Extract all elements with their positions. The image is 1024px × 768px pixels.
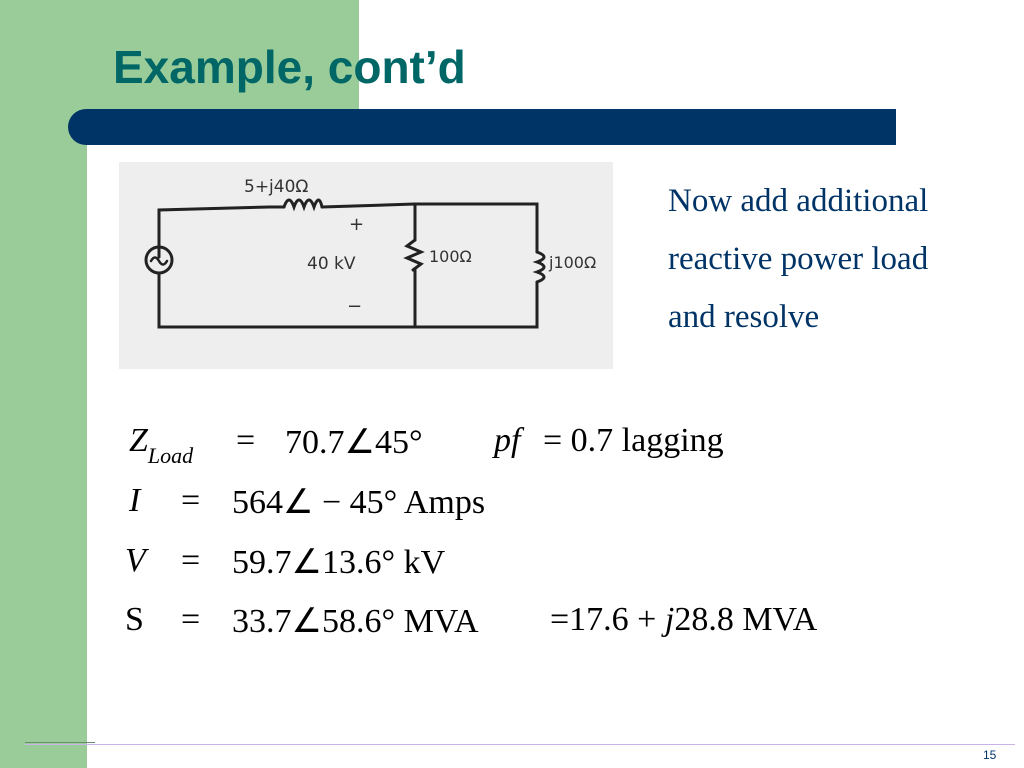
slide-title: Example, cont’d bbox=[113, 41, 466, 93]
current-value: 564∠ − 45° Amps bbox=[232, 484, 486, 521]
footer-accent-line bbox=[25, 742, 95, 743]
shunt-resistor bbox=[407, 240, 421, 270]
power-rectangular: =17.6 + j28.8 MVA bbox=[550, 601, 818, 638]
voltage-var: V bbox=[125, 542, 146, 579]
zload-var: $Z_{Load}$ bbox=[129, 422, 194, 468]
current-var: I bbox=[129, 482, 141, 519]
title-bar bbox=[68, 109, 896, 145]
voltage-value: 59.7∠13.6° kV bbox=[232, 544, 446, 581]
current-equals: = bbox=[181, 482, 201, 519]
series-inductor bbox=[284, 200, 322, 207]
minus-label: − bbox=[347, 296, 363, 317]
power-equals: = bbox=[181, 601, 201, 638]
inductor-label: j100Ω bbox=[549, 253, 597, 272]
side-text bbox=[668, 172, 1008, 346]
power-value: 33.7∠58.6° MVA bbox=[232, 603, 479, 640]
pf-var: pf bbox=[494, 422, 521, 459]
voltage-equals: = bbox=[181, 542, 201, 579]
resistor-label: 100Ω bbox=[429, 247, 472, 266]
power-var: S bbox=[125, 601, 144, 638]
footer-line bbox=[25, 744, 1015, 745]
side-text-line-1: Now add additional bbox=[668, 183, 929, 219]
voltage-label: 40 kV bbox=[307, 254, 356, 274]
source-wave bbox=[151, 258, 167, 265]
zload-value: 70.7∠45° bbox=[285, 424, 423, 461]
circuit-svg bbox=[119, 162, 613, 369]
side-text-line-3: and resolve bbox=[668, 299, 820, 335]
zload-equals: = bbox=[236, 422, 256, 459]
plus-label: + bbox=[349, 214, 365, 235]
side-text-line-2: reactive power load bbox=[668, 241, 929, 277]
wire-top-left bbox=[159, 207, 284, 257]
circuit-diagram bbox=[119, 162, 613, 369]
series-impedance-label: 5+j40Ω bbox=[244, 177, 309, 197]
page-number: 15 bbox=[983, 748, 997, 762]
pf-value: = 0.7 lagging bbox=[543, 422, 724, 459]
shunt-inductor bbox=[537, 252, 544, 282]
